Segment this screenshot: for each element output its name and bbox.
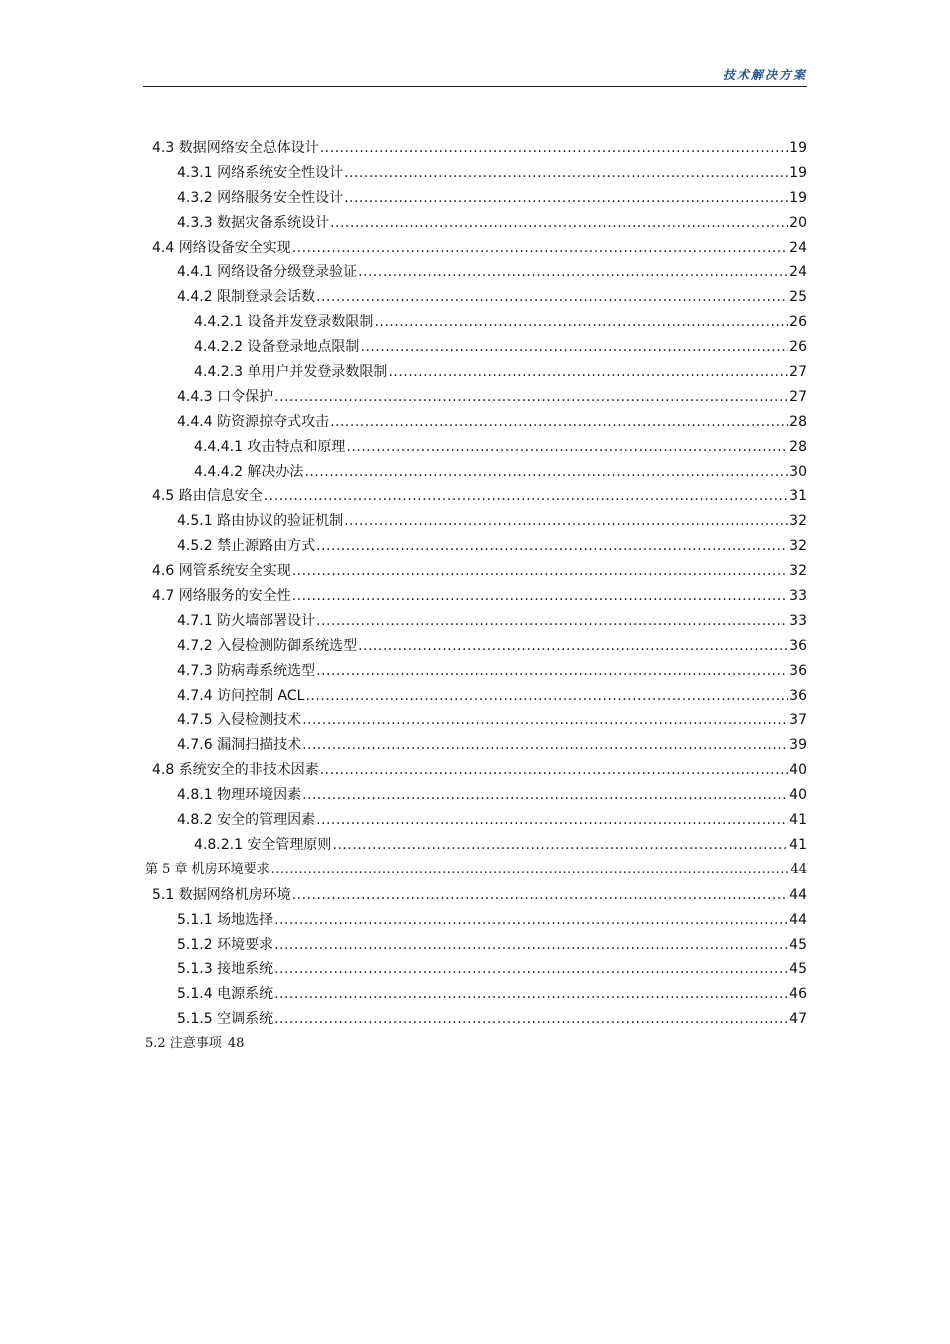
toc-page-number: 30 (789, 463, 807, 480)
toc-entry-title: 4.5.1 路由协议的验证机制 (177, 513, 344, 530)
toc-entry[interactable] (143, 634, 807, 659)
toc-entry[interactable] (143, 883, 807, 908)
toc-dot-leader (374, 310, 788, 335)
toc-entry-title: 5.1.1 场地选择 (177, 911, 274, 928)
toc-page-number: 48 (227, 1036, 245, 1052)
toc-page-number: 46 (789, 986, 807, 1003)
toc-entry[interactable] (143, 186, 807, 211)
toc-entry-title: 4.4 网络设备安全实现 (152, 239, 291, 256)
toc-entry[interactable] (143, 908, 807, 933)
toc-entry[interactable] (143, 360, 807, 385)
toc-entry-title: 4.6 网管系统安全实现 (152, 563, 291, 580)
toc-dot-leader (274, 1007, 788, 1032)
toc-dot-leader (302, 783, 788, 808)
header-rule (143, 86, 807, 87)
toc-page-number: 28 (789, 438, 807, 455)
toc-entry-title: 4.8.2.1 安全管理原则 (194, 836, 332, 853)
toc-dot-leader (274, 933, 788, 958)
toc-dot-leader (320, 136, 788, 161)
toc-dot-leader (316, 285, 788, 310)
toc-page-number: 31 (789, 488, 807, 505)
toc-entry-title: 4.3.2 网络服务安全性设计 (177, 189, 344, 206)
toc-entry-title: 4.4.3 口令保护 (177, 388, 274, 405)
toc-page-number: 19 (789, 164, 807, 181)
toc-page-number: 41 (789, 836, 807, 853)
toc-page-number: 32 (789, 513, 807, 530)
toc-dot-leader (332, 833, 788, 858)
toc-page-number: 32 (789, 563, 807, 580)
toc-dot-leader (292, 883, 788, 908)
toc-dot-leader (358, 634, 788, 659)
toc-entry[interactable] (143, 733, 807, 758)
toc-page-number: 39 (789, 737, 807, 754)
toc-page-number: 44 (789, 886, 807, 903)
toc-entry-title: 5.2 注意事项 (145, 1036, 222, 1052)
toc-dot-leader (316, 659, 788, 684)
toc-entry-title: 5.1.4 电源系统 (177, 986, 274, 1003)
toc-dot-leader (316, 808, 788, 833)
toc-dot-leader (264, 484, 788, 509)
toc-entry[interactable] (143, 1032, 807, 1057)
toc-entry[interactable] (143, 260, 807, 285)
toc-page-number: 25 (789, 289, 807, 306)
toc-dot-leader (316, 534, 788, 559)
toc-page-number: 36 (789, 637, 807, 654)
toc-entry[interactable] (143, 933, 807, 958)
toc-entry[interactable] (143, 460, 807, 485)
toc-entry-title: 4.7.1 防火墙部署设计 (177, 612, 316, 629)
toc-entry[interactable] (143, 808, 807, 833)
toc-dot-leader (271, 858, 790, 883)
toc-dot-leader (344, 509, 788, 534)
toc-dot-leader (292, 559, 788, 584)
toc-page-number: 37 (789, 712, 807, 729)
toc-page-number: 24 (789, 239, 807, 256)
toc-entry[interactable] (143, 285, 807, 310)
toc-entry[interactable] (143, 410, 807, 435)
toc-entry-title: 4.7.2 入侵检测防御系统选型 (177, 637, 358, 654)
toc-entry-title: 4.4.2 限制登录会话数 (177, 289, 316, 306)
toc-entry[interactable] (143, 484, 807, 509)
toc-dot-leader (274, 982, 788, 1007)
toc-entry[interactable] (143, 509, 807, 534)
toc-dot-leader (358, 260, 788, 285)
toc-page-number: 28 (789, 413, 807, 430)
toc-entry-title: 5.1 数据网络机房环境 (152, 886, 291, 903)
toc-page-number: 33 (789, 612, 807, 629)
toc-page-number: 45 (789, 961, 807, 978)
toc-entry-title: 4.8 系统安全的非技术因素 (152, 762, 319, 779)
toc-entry[interactable] (143, 833, 807, 858)
toc-entry-title: 4.7.3 防病毒系统选型 (177, 662, 316, 679)
toc-entry[interactable] (143, 211, 807, 236)
toc-entry-title: 4.8.2 安全的管理因素 (177, 812, 316, 829)
toc-dot-leader (320, 758, 788, 783)
toc-dot-leader (346, 435, 788, 460)
toc-entry-title: 4.3.1 网络系统安全性设计 (177, 164, 344, 181)
toc-entry-title: 5.1.3 接地系统 (177, 961, 274, 978)
toc-page-number: 33 (789, 588, 807, 605)
toc-dot-leader (316, 609, 788, 634)
toc-entry[interactable] (143, 236, 807, 261)
toc-entry-title: 4.7.6 漏洞扫描技术 (177, 737, 302, 754)
toc-dot-leader (274, 385, 788, 410)
toc-entry-title: 4.4.4 防资源掠夺式攻击 (177, 413, 330, 430)
toc-entry-title: 4.4.2.2 设备登录地点限制 (194, 339, 360, 356)
toc-entry-title: 4.4.2.1 设备并发登录数限制 (194, 314, 374, 331)
toc-entry[interactable] (143, 858, 807, 883)
toc-dot-leader (302, 708, 788, 733)
toc-entry[interactable] (143, 659, 807, 684)
toc-entry[interactable] (143, 584, 807, 609)
toc-dot-leader (292, 584, 788, 609)
toc-dot-leader (330, 410, 788, 435)
toc-page-number: 36 (789, 687, 807, 704)
toc-page-number: 36 (789, 662, 807, 679)
toc-entry[interactable] (143, 609, 807, 634)
toc-entry[interactable] (143, 758, 807, 783)
toc-page-number: 20 (789, 214, 807, 231)
toc-dot-leader (360, 335, 788, 360)
toc-dot-leader (388, 360, 788, 385)
toc-entry[interactable] (143, 385, 807, 410)
toc-entry-title: 4.7 网络服务的安全性 (152, 588, 291, 605)
toc-entry[interactable] (143, 559, 807, 584)
toc-entry-title: 4.7.4 访问控制 ACL (177, 687, 305, 704)
toc-dot-leader (292, 236, 788, 261)
toc-page-number: 26 (789, 339, 807, 356)
toc-entry[interactable] (143, 708, 807, 733)
toc-entry[interactable] (143, 684, 807, 709)
toc-entry-title: 4.5 路由信息安全 (152, 488, 263, 505)
toc-page-number: 40 (789, 762, 807, 779)
toc-page-number: 44 (789, 911, 807, 928)
toc-dot-leader (274, 908, 788, 933)
toc-entry-title: 4.3 数据网络安全总体设计 (152, 140, 319, 156)
toc-page-number: 47 (789, 1011, 807, 1028)
toc-entry[interactable] (143, 783, 807, 808)
toc-page-number: 40 (789, 787, 807, 804)
table-of-contents (143, 136, 807, 1057)
toc-entry-title: 5.1.5 空调系统 (177, 1011, 274, 1028)
toc-page-number: 41 (789, 812, 807, 829)
toc-entry[interactable] (143, 310, 807, 335)
toc-page-number: 24 (789, 264, 807, 281)
toc-page-number: 32 (789, 538, 807, 555)
toc-page-number: 19 (789, 189, 807, 206)
toc-page-number: 27 (789, 364, 807, 381)
toc-entry[interactable] (143, 435, 807, 460)
toc-entry[interactable] (143, 982, 807, 1007)
toc-entry[interactable] (143, 161, 807, 186)
toc-dot-leader (330, 211, 788, 236)
toc-page-number: 19 (789, 140, 807, 156)
toc-page-number: 45 (789, 936, 807, 953)
toc-entry-title: 第 5 章 机房环境要求 (145, 861, 270, 877)
toc-entry[interactable] (143, 136, 807, 161)
toc-entry-title: 4.4.1 网络设备分级登录验证 (177, 264, 358, 281)
toc-entry-title: 4.4.4.1 攻击特点和原理 (194, 438, 346, 455)
toc-entry-title: 4.8.1 物理环境因素 (177, 787, 302, 804)
toc-entry-title: 4.4.2.3 单用户并发登录数限制 (194, 364, 388, 381)
toc-dot-leader (344, 161, 788, 186)
toc-entry[interactable] (143, 1007, 807, 1032)
toc-dot-leader (302, 733, 788, 758)
toc-entry-title: 4.3.3 数据灾备系统设计 (177, 214, 330, 231)
toc-page-number: 26 (789, 314, 807, 331)
toc-dot-leader (274, 957, 788, 982)
toc-page-number: 44 (790, 861, 807, 877)
toc-entry[interactable] (143, 335, 807, 360)
toc-entry-title: 5.1.2 环境要求 (177, 936, 274, 953)
toc-page-number: 27 (789, 388, 807, 405)
toc-entry-title: 4.5.2 禁止源路由方式 (177, 538, 316, 555)
toc-dot-leader (305, 684, 788, 709)
toc-entry-title: 4.4.4.2 解决办法 (194, 463, 304, 480)
toc-entry-title: 4.7.5 入侵检测技术 (177, 712, 302, 729)
toc-dot-leader (304, 460, 788, 485)
toc-dot-leader (344, 186, 788, 211)
toc-entry[interactable] (143, 957, 807, 982)
toc-entry[interactable] (143, 534, 807, 559)
running-header-title: 技术解决方案 (722, 68, 807, 82)
